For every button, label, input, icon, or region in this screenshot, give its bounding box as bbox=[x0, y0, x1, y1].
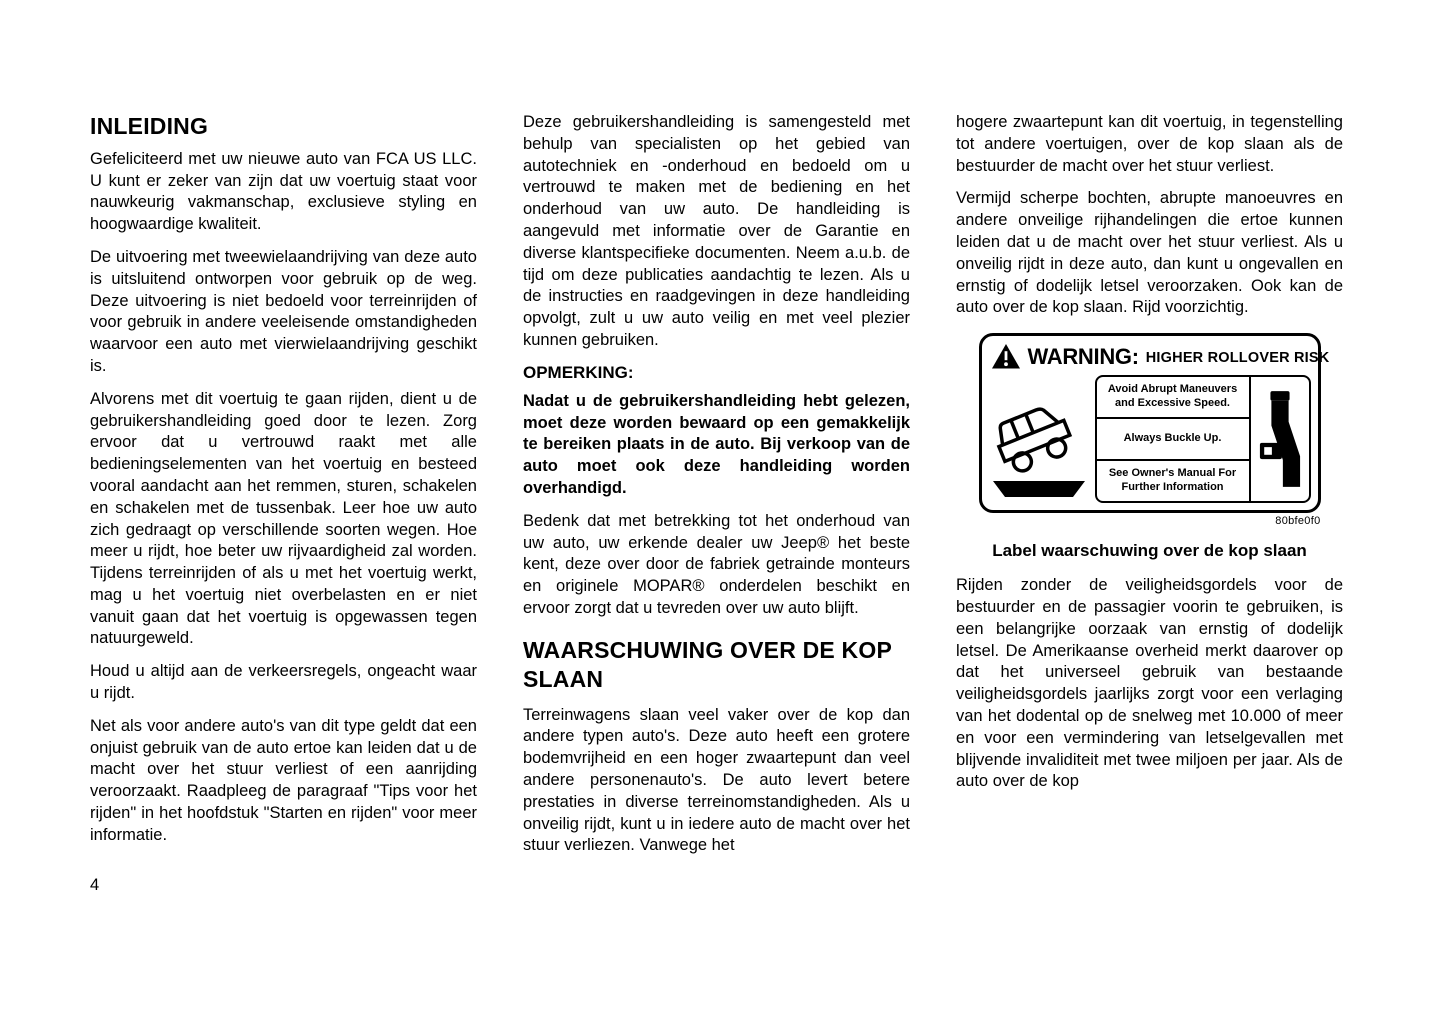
page-number: 4 bbox=[90, 876, 100, 894]
label-caption: Label waarschuwing over de kop slaan bbox=[992, 541, 1307, 561]
section-heading-rollover: WAARSCHUWING OVER DE KOP SLAAN bbox=[523, 636, 892, 693]
paragraph: Rijden zonder de veiligheidsgordels voor de bestuurder en de passagier voorin te gebruiken, is een belangrijke oorzaak van ernstig of dodelijk letsel. De Amerikaanse overheid merkt daarover op dat het universeel gebruik van bestaande veiligheidsgordels jaarlijks zorgt voor een verlaging van het dodental op de snelweg met 10.000 of meer en voor een vermindering van letselgevallen met blijvende invaliditeit met twee miljoen per jaar. Als de auto over de kop bbox=[956, 576, 1343, 791]
warning-message-box bbox=[1095, 375, 1311, 503]
rollover-car-icon bbox=[989, 375, 1089, 503]
warning-message: Always Buckle Up. bbox=[1097, 419, 1249, 461]
paragraph: Alvorens met dit voertuig te gaan rijden, dient u de gebruikershandleiding goed door te lezen. Zorg ervoor dat u vertrouwd raakt met alle bedieningselementen van het voertuig en besteed vooral aandacht aan het remmen, sturen, schakelen en schakelen met de tussenbak. Leer hoe uw auto zich gedraagt op verschillende soorten wegen. Hoe meer u rijdt, hoe beter uw rijvaardigheid zal worden. Tijdens terreinrijden of als u met het voertuig werkt, mag u het voertuig niet overbelasten en er niet vanuit gaan dat het voertuig is opgewassen tegen natuurgeweld. bbox=[90, 389, 477, 648]
seatbelt-icon bbox=[1251, 377, 1309, 501]
paragraph: Vermijd scherpe bochten, abrupte manoeuvres en andere onveilige rijhandelingen die ertoe kunnen leiden dat u de macht over het stuur verliest. Als u onveilig rijdt in deze auto, dan kunt u ongevallen en ernstig of dodelijk letsel veroorzaken. Ook kan de auto over de kop slaan. Rijd voorzichtig. bbox=[956, 189, 1343, 317]
label-code: 80bfe0f0 bbox=[1275, 515, 1321, 528]
column-2 bbox=[523, 112, 910, 868]
warning-message: Avoid Abrupt Maneuvers and Excessive Speed. bbox=[1097, 377, 1249, 419]
rollover-warning-label bbox=[979, 333, 1330, 513]
paragraph: hogere zwaartepunt kan dit voertuig, in tegenstelling tot andere voertuigen, over de kop slaan als de bestuurder de macht over het stuur verliest. bbox=[956, 113, 1343, 175]
warning-label-header bbox=[989, 340, 1330, 373]
column-1 bbox=[90, 112, 477, 868]
warning-messages bbox=[1097, 377, 1251, 501]
paragraph: Net als voor andere auto's van dit type geldt dat een onjuist gebruik van de auto ertoe kan leiden dat u de macht over het stuur verliest of een aanrijding veroorzaakt. Raadpleeg de paragraaf "Tips voor het rijden" in het hoofdstuk "Starten en rijden" voor meer informatie. bbox=[90, 716, 477, 844]
warning-triangle-icon bbox=[991, 343, 1021, 370]
warning-word: WARNING: bbox=[1027, 343, 1139, 369]
note-heading: OPMERKING: bbox=[523, 362, 634, 382]
warning-label-body bbox=[989, 375, 1311, 503]
paragraph: De uitvoering met tweewielaandrijving van deze auto is uitsluitend ontworpen voor gebruik op de weg. Deze uitvoering is niet bedoeld voor terreinrijden of voor gebruik in andere veeleisende omstandigheden waarvoor een auto met vierwielaandrijving geschikt is. bbox=[90, 247, 477, 375]
three-column-layout bbox=[90, 112, 1343, 868]
warning-title: HIGHER ROLLOVER RISK bbox=[1145, 350, 1330, 367]
paragraph: Deze gebruikershandleiding is samengesteld met behulp van specialisten op het gebied van autotechniek en -onderhoud en bedoeld om u vertrouwd te maken met de bediening en het onderhoud van uw auto. De handleiding is aangevuld met informatie over de Garantie en diverse klantspecifieke documenten. Neem a.u.b. de tijd om deze publicaties aandachtig te lezen. Als u de instructies en raadgevingen in deze handleiding opvolgt, zult u uw auto veilig en met veel plezier kunnen gebruiken. bbox=[523, 113, 910, 349]
paragraph: Houd u altijd aan de verkeersregels, ongeacht waar u rijdt. bbox=[90, 662, 477, 703]
paragraph: Gefeliciteerd met uw nieuwe auto van FCA US LLC. U kunt er zeker van zijn dat uw voertuig staat voor nauwkeurig vakmanschap, exclusieve styling en hoogwaardige kwaliteit. bbox=[90, 149, 477, 234]
column-3 bbox=[956, 112, 1343, 868]
paragraph: Bedenk dat met betrekking tot het onderhoud van uw auto, uw erkende dealer uw Jeep® het beste kent, deze over door de fabriek getrainde monteurs en originele MOPAR® onderdelen beschikt en ervoor zorgt dat u tevreden over uw auto blijft. bbox=[523, 511, 910, 617]
warning-message: See Owner's Manual For Further Information bbox=[1108, 467, 1237, 494]
paragraph: Terreinwagens slaan veel vaker over de kop dan andere typen auto's. Deze auto heeft een grotere bodemvrijheid en een hoger zwaartepunt dan veel andere personenauto's. De auto levert betere prestaties in diverse terreinomstandigheden. Als u onveilig rijdt, kunt u in iedere auto de macht over het stuur verliezen. Vanwege het bbox=[523, 705, 910, 855]
section-heading-inleiding: INLEIDING bbox=[90, 113, 209, 139]
note-body: Nadat u de gebruikershandleiding hebt gelezen, moet deze worden bewaard op een gemakkelijk te bereiken plaats in de auto. Bij verkoop van de auto moet ook deze handleiding worden overhandigd. bbox=[523, 391, 910, 497]
